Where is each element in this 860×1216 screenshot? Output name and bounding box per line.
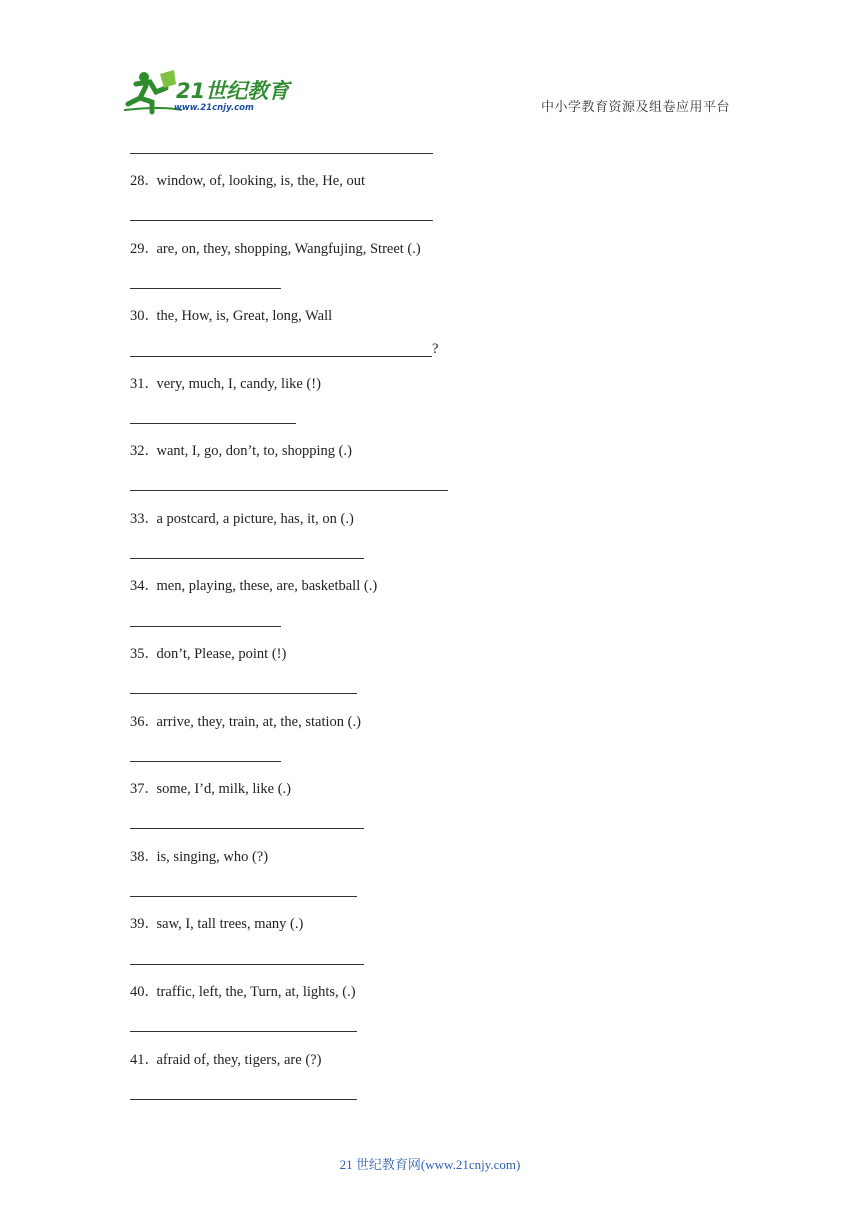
question-text: a postcard, a picture, has, it, on (.) [156, 511, 354, 527]
question-separator: ． [144, 916, 159, 932]
answer-line [130, 1099, 357, 1100]
question-separator: ． [144, 511, 159, 527]
answer-line [130, 896, 357, 897]
answer-line [130, 626, 281, 627]
question-41 [130, 1051, 321, 1069]
question-separator: ． [144, 443, 159, 459]
question-33 [130, 510, 354, 528]
question-text: want, I, go, don’t, to, shopping (.) [156, 443, 352, 459]
question-number: 35 [130, 646, 145, 662]
question-number: 36 [130, 714, 145, 730]
question-separator: ． [144, 578, 159, 594]
logo-main-text: 21世纪教育 [176, 79, 290, 103]
question-35 [130, 645, 286, 663]
question-separator: ． [144, 781, 159, 797]
answer-line [130, 761, 281, 762]
question-number: 38 [130, 849, 145, 865]
question-text: the, How, is, Great, long, Wall [156, 308, 333, 324]
question-number: 30 [130, 308, 145, 324]
question-31 [130, 375, 321, 393]
question-text: traffic, left, the, Turn, at, lights, (.) [156, 984, 356, 1000]
question-separator: ． [144, 646, 159, 662]
question-34 [130, 577, 377, 595]
question-36 [130, 713, 361, 731]
question-number: 28 [130, 173, 145, 189]
question-text: is, singing, who (?) [156, 849, 269, 865]
answer-line [130, 558, 364, 559]
question-39 [130, 915, 303, 933]
question-40 [130, 983, 356, 1001]
question-38 [130, 848, 268, 866]
question-text: window, of, looking, is, the, He, out [156, 173, 365, 189]
question-number: 29 [130, 241, 145, 257]
question-separator: ． [144, 1052, 159, 1068]
logo-url-text: www.21cnjy.com [174, 103, 254, 113]
question-number: 33 [130, 511, 145, 527]
question-separator: ． [144, 173, 159, 189]
answer-question-mark: ? [432, 341, 439, 357]
answer-line [130, 1031, 357, 1032]
footer-text: 21 世纪教育网(www.21cnjy.com) [339, 1157, 521, 1172]
question-37 [130, 780, 291, 798]
answer-line [130, 828, 364, 829]
question-number: 34 [130, 578, 145, 594]
answer-line [130, 220, 433, 221]
answer-line [130, 490, 448, 491]
question-32 [130, 442, 352, 460]
question-text: arrive, they, train, at, the, station (.) [156, 714, 361, 730]
question-separator: ． [144, 984, 159, 1000]
question-separator: ． [144, 849, 159, 865]
question-text: very, much, I, candy, like (!) [156, 376, 321, 392]
question-30 [130, 307, 332, 325]
answer-line [130, 964, 364, 965]
answer-line [130, 153, 433, 154]
answer-line [130, 356, 432, 357]
site-logo [122, 66, 292, 116]
question-text: saw, I, tall trees, many (.) [156, 916, 304, 932]
answer-line [130, 693, 357, 694]
answer-line [130, 288, 281, 289]
question-text: some, I’d, milk, like (.) [156, 781, 292, 797]
header-tagline: 中小学教育资源及组卷应用平台 [540, 100, 730, 115]
runner-logo-icon [122, 66, 292, 116]
question-separator: ． [144, 714, 159, 730]
question-number: 32 [130, 443, 145, 459]
question-29 [130, 240, 421, 258]
question-separator: ． [144, 308, 159, 324]
question-number: 41 [130, 1052, 145, 1068]
question-28 [130, 172, 365, 190]
question-number: 39 [130, 916, 145, 932]
question-text: men, playing, these, are, basketball (.) [156, 578, 378, 594]
question-text: afraid of, they, tigers, are (?) [156, 1052, 322, 1068]
question-number: 31 [130, 376, 145, 392]
question-text: are, on, they, shopping, Wangfujing, Street (.) [156, 241, 421, 257]
question-separator: ． [144, 376, 159, 392]
question-number: 37 [130, 781, 145, 797]
answer-line [130, 423, 296, 424]
question-text: don’t, Please, point (!) [156, 646, 287, 662]
question-number: 40 [130, 984, 145, 1000]
question-separator: ． [144, 241, 159, 257]
